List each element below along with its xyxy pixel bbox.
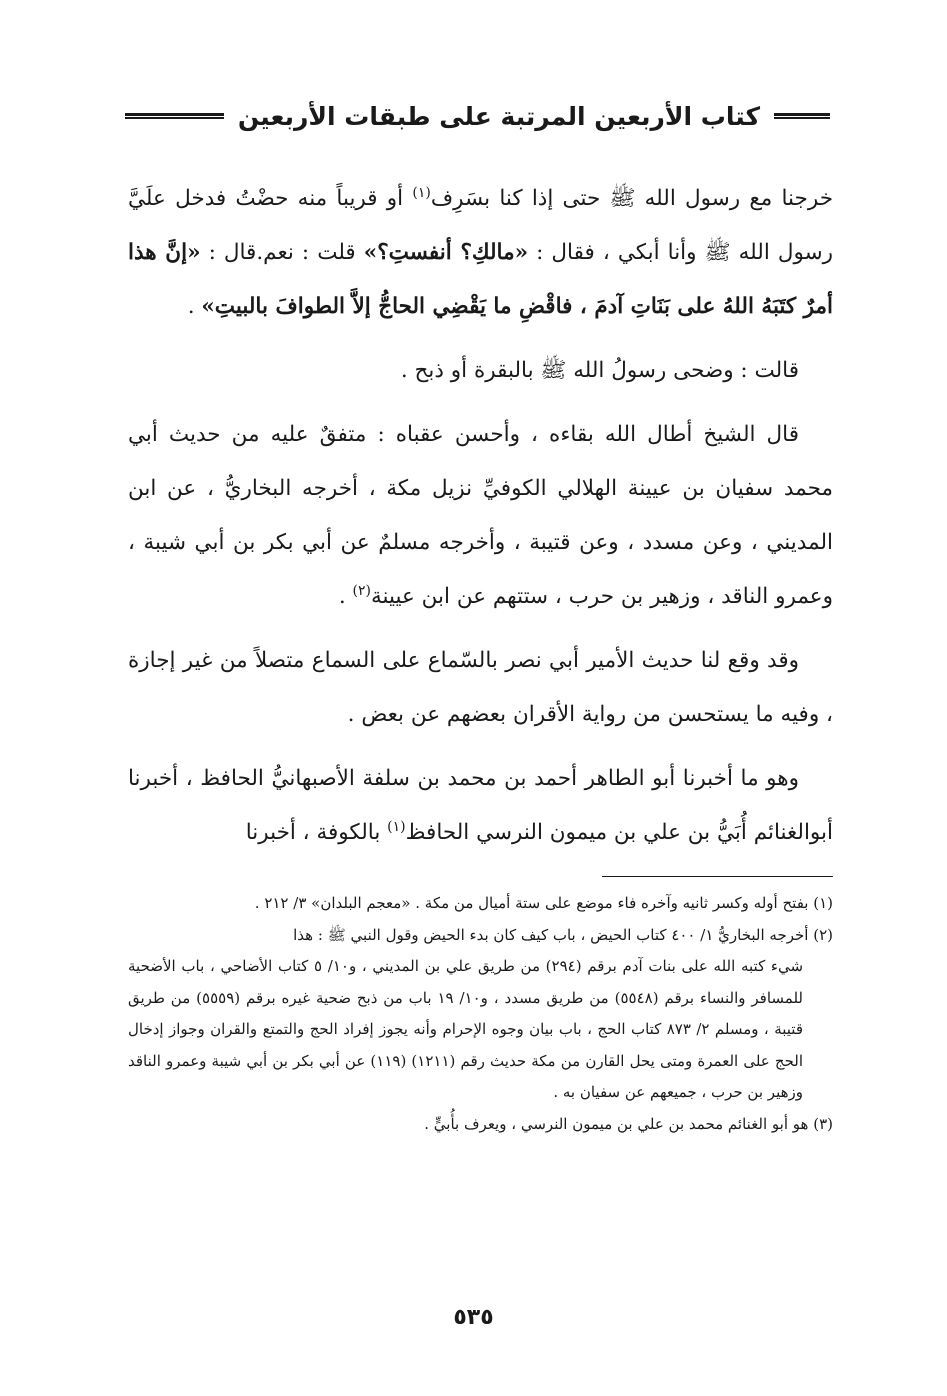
header-rule-right [774, 113, 830, 119]
footnote-2-continued: شيء كتبه الله على بنات آدم برقم (٢٩٤) من طريق علي بن المديني ، و١٠/ ٥ كتاب الأضاحي ، باب الأضحية للمسافر والنساء برقم (٥٥٤٨) من طريق مسدد ، و١٠/ ١٩ باب من ذبح ضحية غيره برقم (٥٥٥٩) من طريق قتيبة ، ومسلم ٢/ ٨٧٣ كتاب الحج ، باب بيان وجوه الإحرام وأنه يجوز إفراد الحج والتمتع والقران وجواز إدخال الحج على العمرة ومتى يحل القارن من مكة حديث رقم (١٢١١) (١١٩) عن أبي بكر بن أبي شيبة وعمرو الناقد وزهير بن حرب ، جميعهم عن سفيان به . [128, 957, 804, 1101]
takhrij-end: . [338, 584, 353, 609]
hadith-text-4: . [187, 294, 202, 319]
header-rule-left [125, 113, 224, 119]
isnad-text-2: بالكوفة ، أخبرنا [245, 820, 388, 845]
paragraph-isnad [128, 752, 833, 860]
paragraph-hadith [128, 172, 833, 334]
hadith-quote-1: «مالكِ؟ أنفستِ؟» [363, 240, 529, 265]
footnote-1: (١) بفتح أوله وكسر ثانيه وآخره فاء موضع على ستة أميال من مكة . «معجم البلدان» ٣/ ٢١٢ . [254, 894, 833, 912]
running-header [125, 88, 830, 144]
header-title: كتاب الأربعين المرتبة على طبقات الأربعين [237, 101, 760, 131]
footnote-ref-1: (١) [412, 184, 431, 201]
footnote-ref-3: (١) [387, 818, 406, 835]
page-number: ٥٣٥ [453, 1305, 494, 1330]
hadith-text-1: خرجنا مع رسول الله ﷺ حتى إذا كنا بسَرِف [430, 186, 833, 211]
footnote-divider [602, 876, 833, 877]
main-text [128, 172, 833, 870]
hadith-text-3: قلت : نعم.قال : [200, 240, 364, 265]
footnote-3: (٣) هو أبو الغنائم محمد بن علي بن ميمون النرسي ، ويعرف بأُبيٍّ . [424, 1114, 833, 1133]
hadith-quote-2: «إنَّ هذا أمرٌ كتَبَهُ اللهُ على بَنَاتِ آدمَ ، فاقْضِ ما يَقْضِي الحاجُّ إلاَّ الطوافَ بالبيتِ» [128, 240, 833, 319]
footnotes [128, 888, 833, 1140]
hadith-text-2: أو قريباً منه حضْتُ فدخل علَيَّ رسول الله ﷺ وأنا أبكي ، فقال : [128, 186, 833, 265]
paragraph-samaa: وقد وقع لنا حديث الأمير أبي نصر بالسّماع على السماع متصلاً من غير إجازة ، وفيه ما يستحسن من رواية الأقران بعضهم عن بعض . [128, 648, 833, 727]
footnote-2: (٢) أخرجه البخاريُّ ١/ ٤٠٠ كتاب الحيض ، باب كيف كان بدء الحيض وقول النبي ﷺ : هذا [293, 925, 833, 944]
isnad-text-1: وهو ما أخبرنا أبو الطاهر أحمد بن محمد بن سلفة الأصبهانيُّ الحافظ ، أخبرنا أبوالغنائم أُبَيُّ بن علي بن ميمون النرسي الحافظ [128, 766, 833, 845]
paragraph-takhrij [128, 408, 833, 624]
takhrij-text: قال الشيخ أطال الله بقاءه ، وأحسن عقباه : متفقٌ عليه من حديث أبي محمد سفيان بن عيينة الهلالي الكوفيِّ نزيل مكة ، أخرجه البخاريُّ ، عن ابن المديني ، وعن مسدد ، وعن قتيبة ، وأخرجه مسلمٌ عن أبي بكر بن أبي شيبة ، وعمرو الناقد ، وزهير بن حرب ، ستتهم عن ابن عيينة [128, 422, 833, 609]
paragraph-sacrifice: قالت : وضحى رسولُ الله ﷺ بالبقرة أو ذبح . [400, 358, 799, 383]
footnote-ref-2: (٢) [352, 582, 372, 599]
